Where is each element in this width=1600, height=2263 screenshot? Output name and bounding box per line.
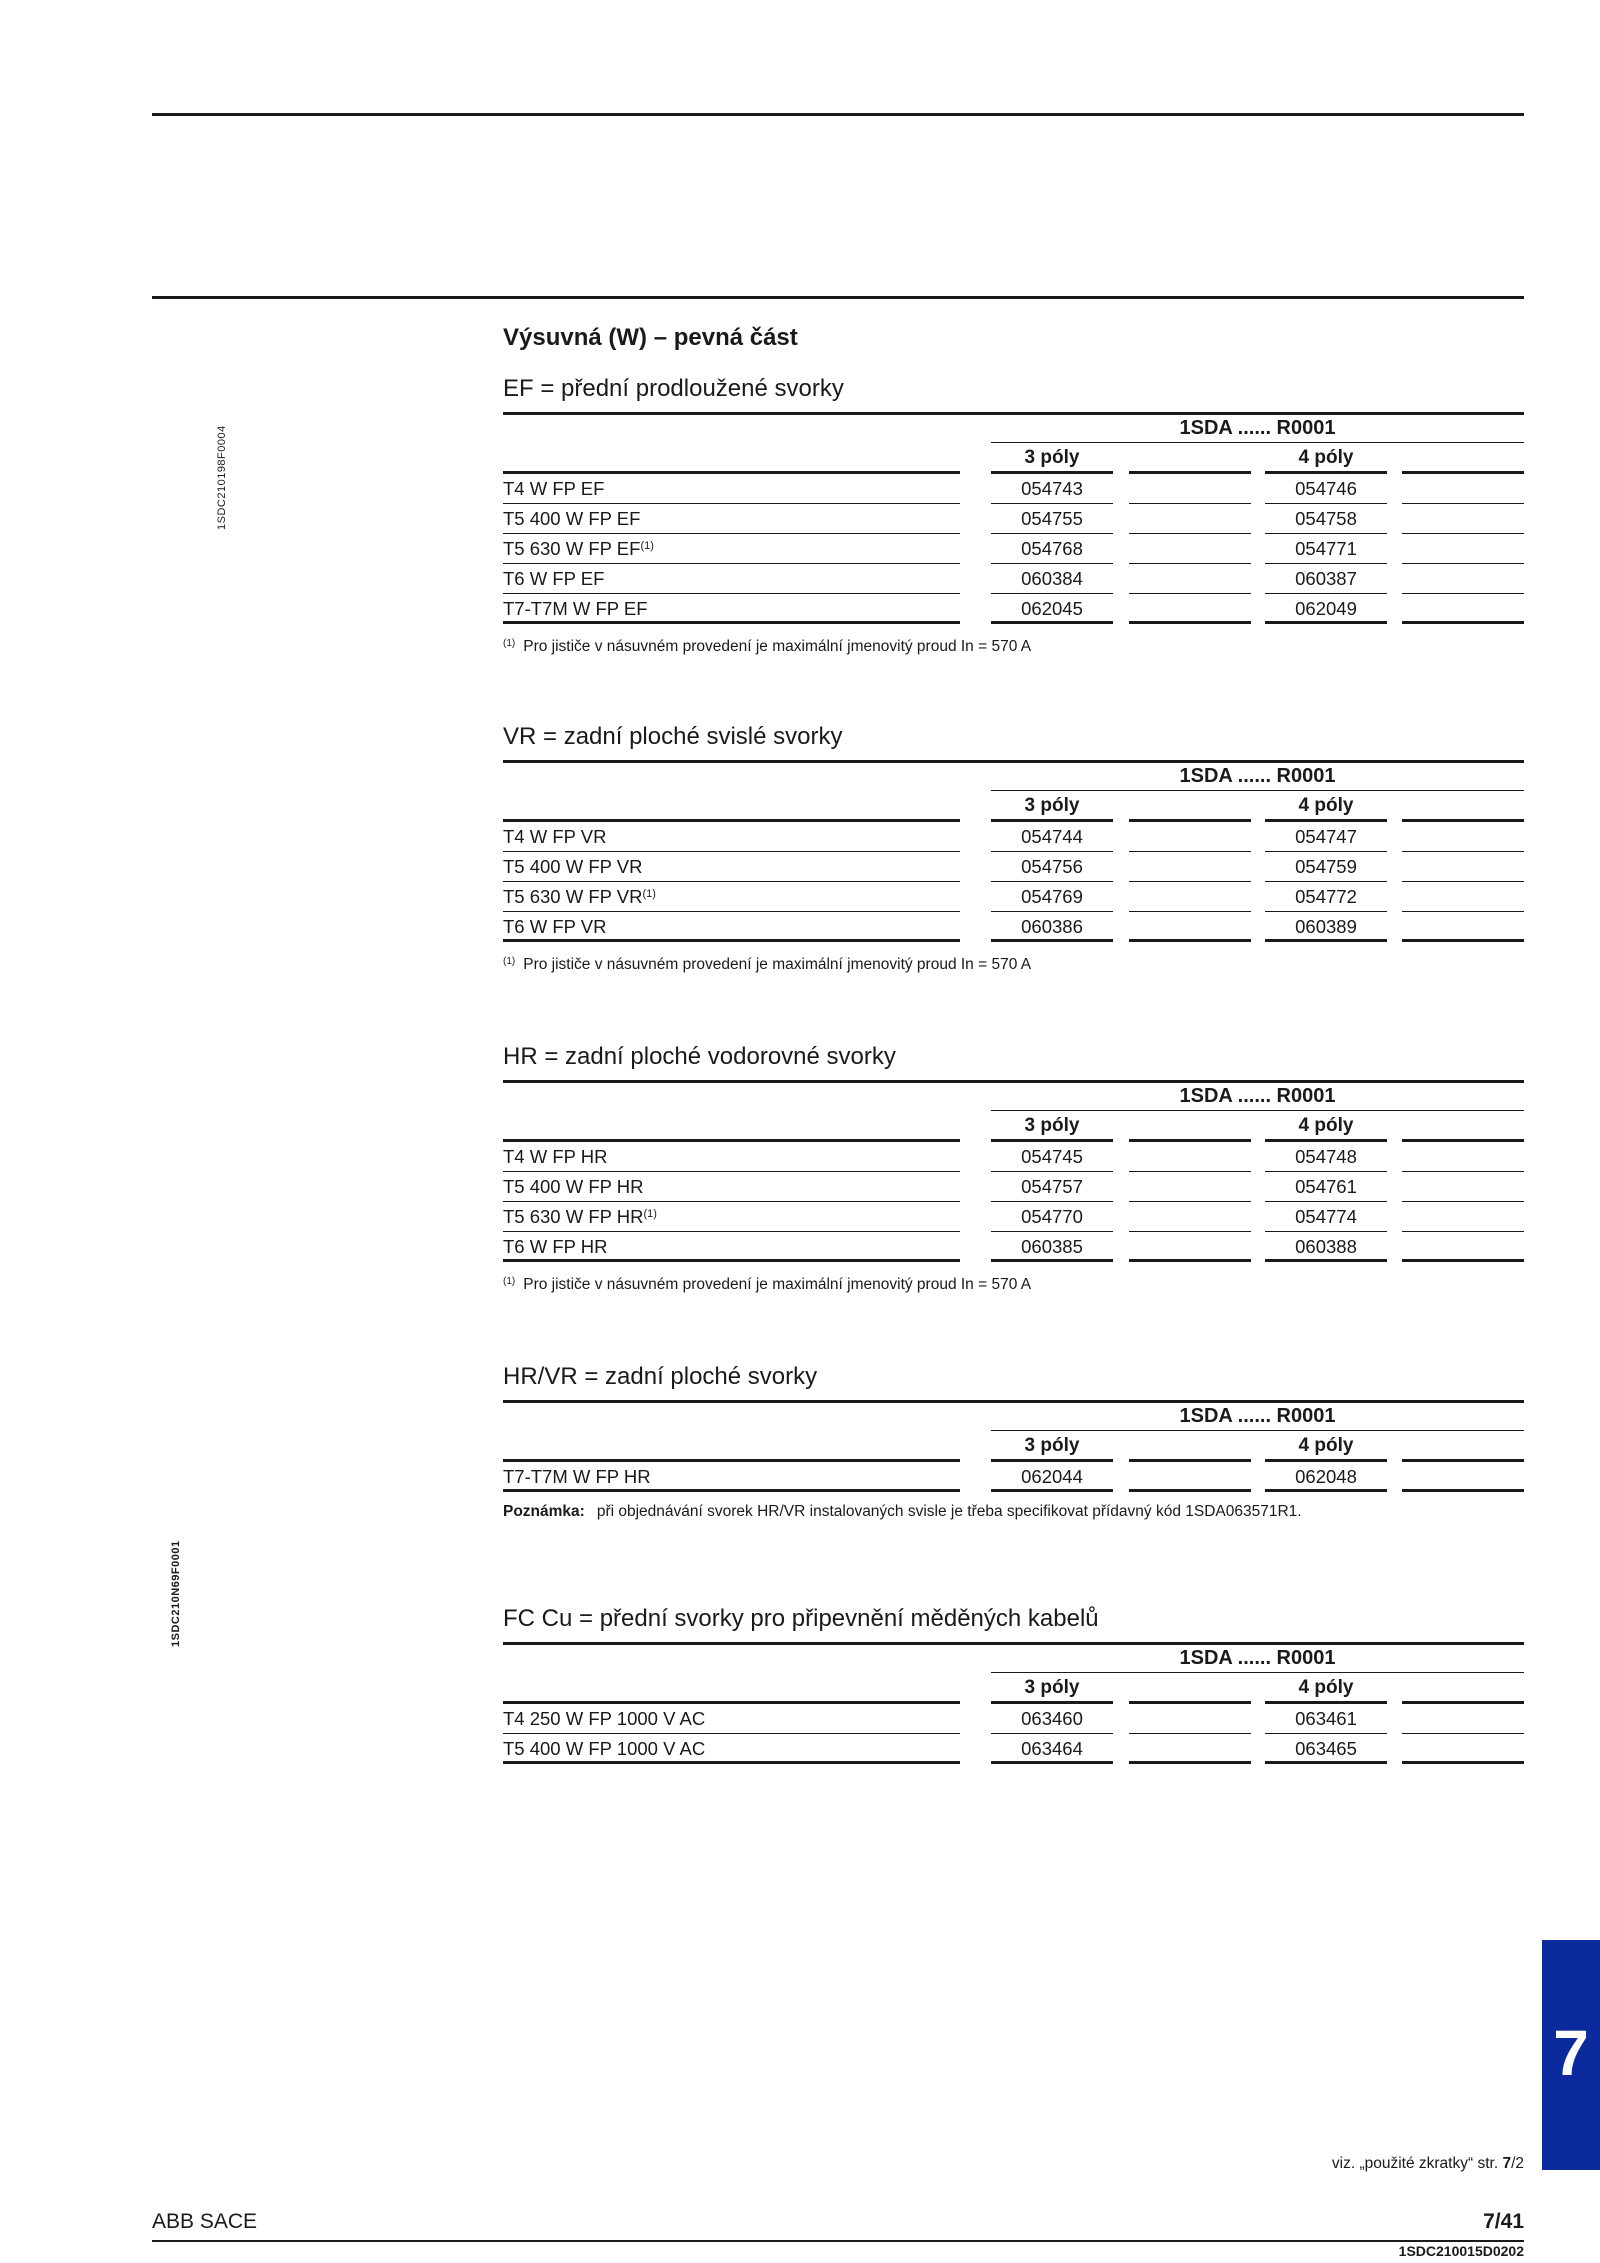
chapter-tab[interactable] (1542, 1940, 1600, 2170)
note-text: při objednávání svorek HR/VR instalovaných svisle je třeba specifikovat přídavný kód 1SDA063571R1. (596, 1503, 1302, 1520)
section-title: VR = zadní ploché svislé svorky (503, 723, 843, 750)
col-4-poles: 4 póly (1265, 444, 1387, 474)
top-rule (152, 113, 1524, 116)
code-3-poles: 054770 (991, 1202, 1113, 1232)
breaker-type (503, 1232, 960, 1262)
header-blank (503, 1432, 960, 1462)
order-code-header: 1SDA ...... R0001 (991, 763, 1524, 791)
terminal-section (503, 1362, 1524, 1522)
col-gap (1129, 1674, 1251, 1704)
header-blank (503, 444, 960, 474)
cell-blank (1129, 534, 1251, 564)
cell-blank (1129, 1462, 1251, 1492)
code-3-poles: 054743 (991, 474, 1113, 504)
breaker-type (503, 882, 960, 912)
breaker-type-label: T5 400 W FP EF (503, 508, 641, 529)
breaker-type-label: T6 W FP HR (503, 1236, 608, 1257)
order-code-header: 1SDA ...... R0001 (991, 415, 1524, 443)
code-3-poles: 054756 (991, 852, 1113, 882)
breaker-type-label: T7-T7M W FP EF (503, 598, 648, 619)
code-4-poles: 060387 (1265, 564, 1387, 594)
footer-company: ABB SACE (152, 2210, 258, 2233)
footer-doc-code: 1SDC210015D0202 (1398, 2243, 1524, 2259)
cell-blank (1402, 534, 1524, 564)
breaker-type-label: T6 W FP VR (503, 916, 607, 937)
col-4-poles: 4 póly (1265, 1112, 1387, 1142)
table-header-code (503, 1080, 1524, 1112)
breaker-type-label: T7-T7M W FP HR (503, 1466, 651, 1487)
breaker-type (503, 504, 960, 534)
cell-blank (1402, 504, 1524, 534)
code-3-poles: 054755 (991, 504, 1113, 534)
cell-blank (1402, 1462, 1524, 1492)
footer-rule (152, 2240, 1524, 2242)
col-gap (1402, 1674, 1524, 1704)
footnote-mark: (1) (503, 1276, 516, 1287)
code-3-poles: 060385 (991, 1232, 1113, 1262)
ordering-table (503, 760, 1524, 942)
cell-blank (1129, 1172, 1251, 1202)
col-4-poles: 4 póly (1265, 1432, 1387, 1462)
code-4-poles: 062048 (1265, 1462, 1387, 1492)
table-row (503, 852, 1524, 882)
col-gap (1129, 444, 1251, 474)
table-row (503, 912, 1524, 942)
terminal-section (503, 1604, 1524, 1764)
breaker-type (503, 822, 960, 852)
ordering-table (503, 1642, 1524, 1764)
breaker-type-label: T4 250 W FP 1000 V AC (503, 1708, 706, 1729)
table-row (503, 1172, 1524, 1202)
col-4-poles: 4 póly (1265, 1674, 1387, 1704)
cell-blank (1129, 912, 1251, 942)
cell-blank (1129, 504, 1251, 534)
table-header-code (503, 1400, 1524, 1432)
header-blank (503, 1112, 960, 1142)
table-row (503, 1142, 1524, 1172)
code-3-poles: 054768 (991, 534, 1113, 564)
table-row (503, 1202, 1524, 1232)
cell-blank (1129, 1734, 1251, 1764)
figure-code-2: 1SDC210N69F0001 (170, 1540, 182, 1647)
footnote-mark: (1) (503, 956, 516, 967)
footnote-ref: (1) (642, 888, 656, 900)
table-row (503, 1704, 1524, 1734)
col-3-poles: 3 póly (991, 444, 1113, 474)
breaker-type (503, 852, 960, 882)
code-4-poles: 054772 (1265, 882, 1387, 912)
breaker-type (503, 1704, 960, 1734)
breaker-type-label: T4 W FP VR (503, 826, 607, 847)
code-3-poles: 060386 (991, 912, 1113, 942)
breaker-type (503, 534, 960, 564)
breaker-type (503, 1734, 960, 1764)
ordering-table (503, 1080, 1524, 1262)
breaker-type-label: T5 630 W FP HR (503, 1206, 644, 1227)
code-3-poles: 054757 (991, 1172, 1113, 1202)
reference-text: viz. „použité zkratky“ str. (1331, 2155, 1503, 2172)
breaker-type-label: T6 W FP EF (503, 568, 605, 589)
order-code-header: 1SDA ...... R0001 (991, 1083, 1524, 1111)
section-title: HR = zadní ploché vodorovné svorky (503, 1043, 896, 1070)
col-gap (1402, 444, 1524, 474)
cell-blank (1129, 474, 1251, 504)
col-3-poles: 3 póly (991, 1674, 1113, 1704)
code-4-poles: 054747 (1265, 822, 1387, 852)
chapter-number: 7 (1553, 2017, 1589, 2089)
breaker-type (503, 1172, 960, 1202)
cell-blank (1402, 594, 1524, 624)
col-3-poles: 3 póly (991, 1432, 1113, 1462)
footnote-ref: (1) (643, 1208, 657, 1220)
header-blank (503, 792, 960, 822)
table-header-poles (503, 792, 1524, 822)
breaker-type-label: T5 400 W FP HR (503, 1176, 644, 1197)
table-header-poles (503, 1674, 1524, 1704)
note (503, 1502, 1524, 1522)
code-3-poles: 054745 (991, 1142, 1113, 1172)
breaker-type (503, 912, 960, 942)
section-title: FC Cu = přední svorky pro připevnění měděných kabelů (503, 1605, 1099, 1632)
col-gap (1402, 1112, 1524, 1142)
code-4-poles: 054771 (1265, 534, 1387, 564)
code-4-poles: 054758 (1265, 504, 1387, 534)
cell-blank (1402, 1142, 1524, 1172)
order-code-header: 1SDA ...... R0001 (991, 1403, 1524, 1431)
figure-code-1: 1SDC210198F0004 (216, 425, 228, 530)
cell-blank (1129, 822, 1251, 852)
col-3-poles: 3 póly (991, 1112, 1113, 1142)
cell-blank (1129, 1142, 1251, 1172)
breaker-type (503, 1202, 960, 1232)
code-4-poles: 062049 (1265, 594, 1387, 624)
col-4-poles: 4 póly (1265, 792, 1387, 822)
footnote-text: Pro jističe v násuvném provedení je maximální jmenovitý proud In = 570 A (523, 956, 1032, 973)
note-label: Poznámka: (503, 1503, 585, 1520)
section-title: EF = přední prodloužené svorky (503, 375, 844, 402)
code-4-poles: 054746 (1265, 474, 1387, 504)
col-gap (1402, 1432, 1524, 1462)
breaker-type (503, 474, 960, 504)
cell-blank (1402, 564, 1524, 594)
ordering-table (503, 412, 1524, 624)
footnote (503, 1272, 1524, 1295)
code-3-poles: 054744 (991, 822, 1113, 852)
code-3-poles: 063460 (991, 1704, 1113, 1734)
table-header-poles (503, 444, 1524, 474)
table-row (503, 474, 1524, 504)
footnote-ref: (1) (640, 540, 654, 552)
table-header-poles (503, 1432, 1524, 1462)
cell-blank (1129, 1704, 1251, 1734)
table-header-poles (503, 1112, 1524, 1142)
header-blank (503, 1674, 960, 1704)
table-header-code (503, 412, 1524, 444)
footnote-mark: (1) (503, 638, 516, 649)
code-3-poles: 060384 (991, 564, 1113, 594)
footnote (503, 952, 1524, 975)
code-4-poles: 060389 (1265, 912, 1387, 942)
cell-blank (1402, 1202, 1524, 1232)
footnote-text: Pro jističe v násuvném provedení je maximální jmenovitý proud In = 570 A (523, 1276, 1032, 1293)
table-row (503, 822, 1524, 852)
cell-blank (1402, 912, 1524, 942)
cell-blank (1402, 474, 1524, 504)
code-3-poles: 054769 (991, 882, 1113, 912)
cell-blank (1129, 564, 1251, 594)
cell-blank (1129, 852, 1251, 882)
cell-blank (1402, 882, 1524, 912)
table-row (503, 504, 1524, 534)
code-4-poles: 063461 (1265, 1704, 1387, 1734)
footer-page-number: 7/41 (1483, 2210, 1524, 2233)
table-row (503, 1232, 1524, 1262)
breaker-type-label: T4 W FP HR (503, 1146, 608, 1167)
breaker-type-label: T5 400 W FP VR (503, 856, 643, 877)
col-gap (1129, 1432, 1251, 1462)
col-gap (1402, 792, 1524, 822)
code-4-poles: 054774 (1265, 1202, 1387, 1232)
cell-blank (1129, 1202, 1251, 1232)
main-title: Výsuvná (W) – pevná část (503, 324, 798, 351)
table-header-code (503, 760, 1524, 792)
breaker-type-label: T5 630 W FP EF (503, 538, 641, 559)
table-row (503, 1734, 1524, 1764)
cell-blank (1402, 1734, 1524, 1764)
cell-blank (1129, 1232, 1251, 1262)
breaker-type-label: T5 630 W FP VR (503, 886, 643, 907)
table-row (503, 1462, 1524, 1492)
cell-blank (1129, 882, 1251, 912)
breaker-type (503, 564, 960, 594)
cell-blank (1402, 1232, 1524, 1262)
section-title: HR/VR = zadní ploché svorky (503, 1363, 818, 1390)
footnote (503, 634, 1524, 657)
terminal-section (503, 1042, 1524, 1295)
breaker-type (503, 1462, 960, 1492)
order-code-header: 1SDA ...... R0001 (991, 1645, 1524, 1673)
ordering-table (503, 1400, 1524, 1492)
code-3-poles: 062045 (991, 594, 1113, 624)
abbreviation-reference (1332, 2155, 1524, 2173)
code-3-poles: 063464 (991, 1734, 1113, 1764)
code-4-poles: 060388 (1265, 1232, 1387, 1262)
breaker-type-label: T5 400 W FP 1000 V AC (503, 1738, 706, 1759)
header-rule (152, 296, 1524, 299)
table-row (503, 564, 1524, 594)
code-4-poles: 054761 (1265, 1172, 1387, 1202)
cell-blank (1402, 1704, 1524, 1734)
table-row (503, 882, 1524, 912)
breaker-type-label: T4 W FP EF (503, 478, 605, 499)
breaker-type (503, 1142, 960, 1172)
code-4-poles: 054748 (1265, 1142, 1387, 1172)
code-3-poles: 062044 (991, 1462, 1113, 1492)
col-3-poles: 3 póly (991, 792, 1113, 822)
table-header-code (503, 1642, 1524, 1674)
table-row (503, 594, 1524, 624)
reference-suffix: /2 (1511, 2155, 1524, 2172)
table-row (503, 534, 1524, 564)
cell-blank (1402, 1172, 1524, 1202)
breaker-type (503, 594, 960, 624)
col-gap (1129, 792, 1251, 822)
cell-blank (1129, 594, 1251, 624)
code-4-poles: 063465 (1265, 1734, 1387, 1764)
terminal-section (503, 374, 1524, 657)
terminal-section (503, 722, 1524, 975)
cell-blank (1402, 852, 1524, 882)
cell-blank (1402, 822, 1524, 852)
code-4-poles: 054759 (1265, 852, 1387, 882)
col-gap (1129, 1112, 1251, 1142)
footnote-text: Pro jističe v násuvném provedení je maximální jmenovitý proud In = 570 A (523, 638, 1032, 655)
reference-page: 7 (1502, 2155, 1512, 2172)
